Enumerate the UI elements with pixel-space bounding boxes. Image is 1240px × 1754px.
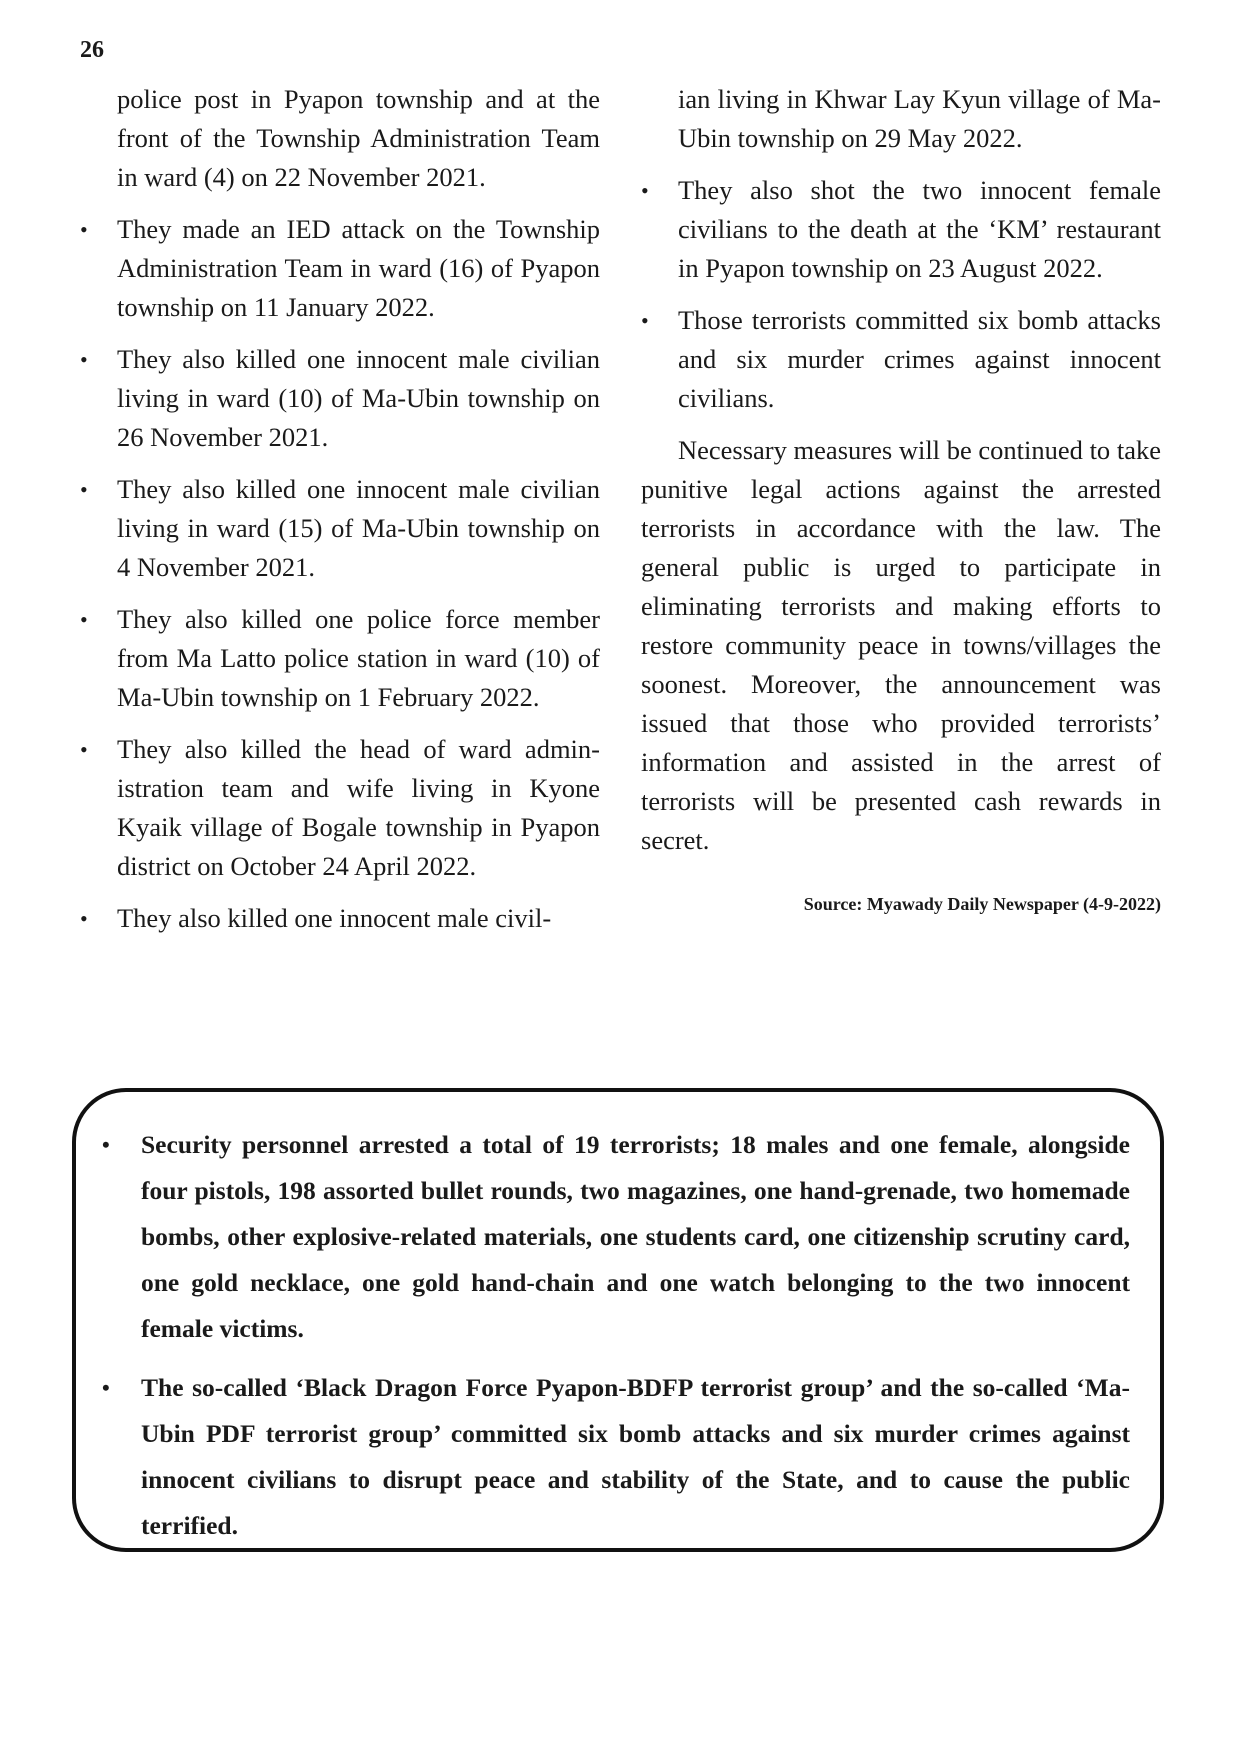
body-paragraph: Necessary measures will be continued to take punitive legal actions against the arrested terrorists in accordance with the law. The general public is urged to participate in eliminating terrorists and making efforts to restore community peace in towns/villages the soonest. Moreover, the announcement was issued that those who provided terrorists’ information and assisted in the arrest of terrorists will be presented cash rewards in secret. <box>641 435 1161 855</box>
list-item <box>80 210 600 327</box>
bullet-icon: • <box>102 1132 110 1157</box>
summary-box <box>72 1088 1164 1552</box>
bullet-list <box>80 210 600 938</box>
list-item <box>80 899 600 938</box>
summary-list <box>102 1122 1130 1549</box>
list-item <box>641 171 1161 288</box>
summary-item <box>102 1122 1130 1352</box>
list-item-text: They also killed one police force member from Ma Latto police station in ward (10) of Ma-Ubin township on 1 February 2022. <box>117 604 600 712</box>
bullet-icon: • <box>80 607 88 632</box>
summary-item-text: Security personnel arrested a total of 19 terrorists; 18 males and one female, alongside four pistols, 198 assorted bullet rounds, two magazines, one hand-grenade, two homemade bombs, other explosive-related materials, one students card, one citizenship scrutiny card, one gold necklace, one gold hand-chain and one watch belonging to the two innocent female victims. <box>141 1130 1130 1343</box>
list-item-text: They also shot the two innocent female civilians to the death at the ‘KM’ restaurant in Pyapon township on 23 August 2022. <box>678 175 1161 283</box>
list-item <box>80 470 600 587</box>
list-item-text: They also killed one innocent male civilian living in ward (10) of Ma-Ubin township on 26 November 2021. <box>117 344 600 452</box>
bullet-icon: • <box>80 217 88 242</box>
list-item-text: They also killed the head of ward administration team and wife living in Kyone Kyaik village of Bogale township in Pyapon district on October 24 April 2022. <box>117 734 600 881</box>
bullet-list <box>641 171 1161 418</box>
summary-item-text: The so-called ‘Black Dragon Force Pyapon-BDFP terrorist group’ and the so-called ‘Ma-Ubin PDF terrorist group’ committed six bomb attacks and six murder crimes against innocent civilians to disrupt peace and stability of the State, and to cause the public terrified. <box>141 1373 1130 1540</box>
left-column <box>80 80 600 951</box>
bullet-icon: • <box>80 347 88 372</box>
list-item <box>80 600 600 717</box>
page-number: 26 <box>80 37 104 63</box>
bullet-icon: • <box>80 477 88 502</box>
list-item-text: Those terrorists committed six bomb attacks and six murder crimes against innocent civilians. <box>678 305 1161 413</box>
bullet-icon: • <box>80 906 88 931</box>
list-item-text: They also killed one innocent male civil- <box>117 903 552 933</box>
summary-item <box>102 1365 1130 1549</box>
continued-paragraph: police post in Pyapon township and at the front of the Township Administration Team in ward (4) on 22 November 2021. <box>117 84 600 192</box>
list-item <box>80 730 600 886</box>
right-column <box>641 80 1161 916</box>
list-item-text: They also killed one innocent male civilian living in ward (15) of Ma-Ubin township on 4 November 2021. <box>117 474 600 582</box>
bullet-icon: • <box>641 308 649 333</box>
list-item <box>641 301 1161 418</box>
list-item-text: They made an IED attack on the Township Administration Team in ward (16) of Pyapon township on 11 January 2022. <box>117 214 600 322</box>
source-citation: Source: Myawady Daily Newspaper (4-9-2022) <box>803 894 1161 914</box>
list-item <box>80 340 600 457</box>
bullet-icon: • <box>102 1375 110 1400</box>
continued-paragraph: ian living in Khwar Lay Kyun village of Ma-Ubin township on 29 May 2022. <box>678 84 1161 153</box>
bullet-icon: • <box>641 178 649 203</box>
bullet-icon: • <box>80 737 88 762</box>
